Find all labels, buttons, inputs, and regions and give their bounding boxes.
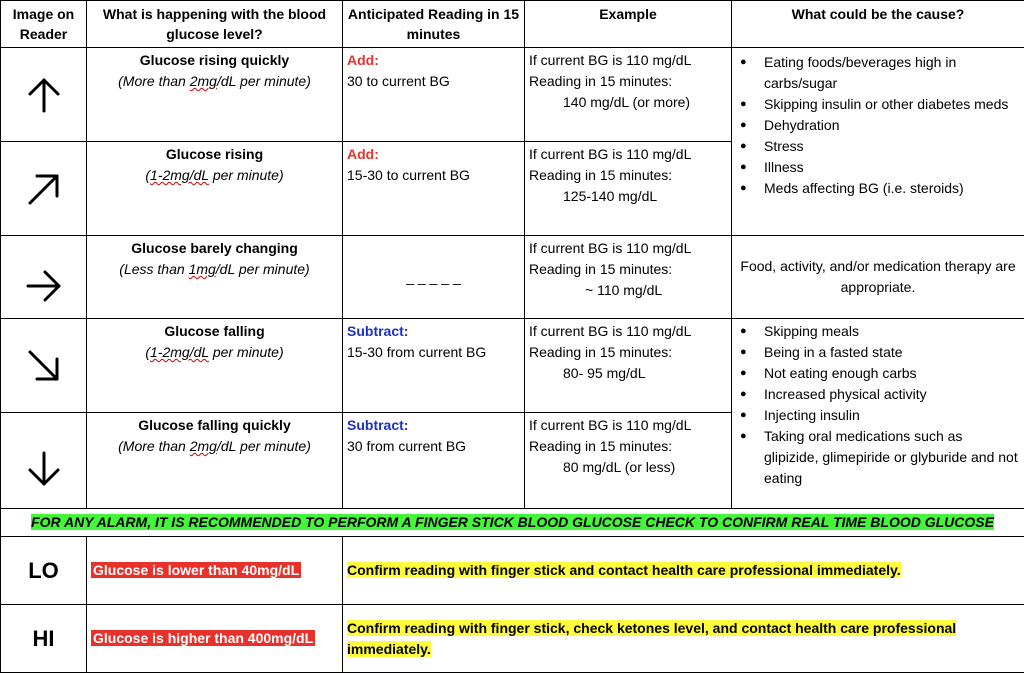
- cause-list: [736, 321, 1020, 489]
- list-item: ● Dehydration: [764, 115, 1020, 136]
- example-cell: If current BG is 110 mg/dL Reading in 15 minutes: ~ 110 mg/dL: [525, 236, 732, 319]
- list-item: ● Injecting insulin: [764, 405, 1020, 426]
- hi-action-cell: [343, 605, 1024, 673]
- cause-cell-falling: [732, 319, 1024, 509]
- status-cell: [87, 413, 343, 509]
- status-title: Glucose rising quickly: [91, 50, 338, 71]
- hi-status-cell: [87, 605, 343, 673]
- anticipated-cell: [343, 142, 525, 236]
- arrow-down-right-icon: [24, 346, 64, 386]
- arrow-cell: [1, 236, 87, 319]
- lo-status-cell: [87, 537, 343, 605]
- list-item: ● Stress: [764, 136, 1020, 157]
- example-cell: If current BG is 110 mg/dL Reading in 15 minutes: 80- 95 mg/dL: [525, 319, 732, 413]
- hi-status: Glucose is higher than 400mg/dL: [91, 630, 315, 646]
- arrow-cell: [1, 319, 87, 413]
- lo-row: [1, 537, 1024, 605]
- status-cell: [87, 48, 343, 142]
- status-cell: [87, 236, 343, 319]
- hi-action: Confirm reading with finger stick, check ketones level, and contact health care professional immediately.: [347, 620, 956, 657]
- hi-label: HI: [1, 605, 87, 673]
- alarm-banner-row: [1, 509, 1024, 537]
- anticipated-cell: [343, 236, 525, 319]
- header-example: Example: [525, 1, 732, 48]
- status-cell: [87, 319, 343, 413]
- lo-action: Confirm reading with finger stick and contact health care professional immediately.: [347, 562, 901, 578]
- list-item: ● Meds affecting BG (i.e. steroids): [764, 178, 1020, 199]
- list-item: ● Skipping insulin or other diabetes meds: [764, 94, 1020, 115]
- arrow-up-icon: [24, 75, 64, 115]
- action-text: 30 from current BG: [347, 438, 466, 454]
- header-row: [1, 1, 1024, 48]
- action-text: _ _ _ _ _: [406, 269, 461, 285]
- action-text: 15-30 to current BG: [347, 167, 470, 183]
- status-title: Glucose falling: [91, 321, 338, 342]
- header-image: Image on Reader: [1, 1, 87, 48]
- table-row: [1, 48, 1024, 142]
- action-label: Subtract:: [347, 321, 520, 342]
- list-item: ● Being in a fasted state: [764, 342, 1020, 363]
- header-happening: What is happening with the blood glucose level?: [87, 1, 343, 48]
- action-label: Subtract:: [347, 415, 520, 436]
- anticipated-cell: [343, 413, 525, 509]
- status-title: Glucose barely changing: [91, 238, 338, 259]
- arrow-cell: [1, 413, 87, 509]
- cause-cell-steady: [732, 236, 1024, 319]
- status-title: Glucose rising: [91, 144, 338, 165]
- arrow-up-right-icon: [24, 169, 64, 209]
- arrow-down-icon: [24, 449, 64, 489]
- arrow-right-icon: [24, 266, 64, 306]
- lo-action-cell: [343, 537, 1024, 605]
- cause-text: Food, activity, and/or medication therapy are appropriate.: [740, 258, 1015, 295]
- example-cell: If current BG is 110 mg/dL Reading in 15 minutes: 125-140 mg/dL: [525, 142, 732, 236]
- header-anticipated: Anticipated Reading in 15 minutes: [343, 1, 525, 48]
- cause-list: [736, 52, 1020, 199]
- status-rate: (1-2mg/dL per minute): [91, 165, 338, 186]
- list-item: ● Not eating enough carbs: [764, 363, 1020, 384]
- header-cause: What could be the cause?: [732, 1, 1024, 48]
- table-row: [1, 319, 1024, 413]
- list-item: ● Illness: [764, 157, 1020, 178]
- example-cell: If current BG is 110 mg/dL Reading in 15 minutes: 140 mg/dL (or more): [525, 48, 732, 142]
- lo-label: LO: [1, 537, 87, 605]
- action-text: 30 to current BG: [347, 73, 450, 89]
- list-item: ● Eating foods/beverages high in carbs/sugar: [764, 52, 1020, 94]
- list-item: ● Skipping meals: [764, 321, 1020, 342]
- alarm-banner-text: FOR ANY ALARM, IT IS RECOMMENDED TO PERFORM A FINGER STICK BLOOD GLUCOSE CHECK TO CONFIRM REAL TIME BLOOD GLUCOSE: [31, 514, 994, 530]
- hi-row: [1, 605, 1024, 673]
- status-rate: (Less than 1mg/dL per minute): [91, 259, 338, 280]
- status-rate: (More than 2mg/dL per minute): [91, 436, 338, 457]
- list-item: ● Taking oral medications such as glipizide, glimepiride or glyburide and not eating: [764, 426, 1020, 489]
- status-title: Glucose falling quickly: [91, 415, 338, 436]
- arrow-cell: [1, 142, 87, 236]
- status-cell: [87, 142, 343, 236]
- alarm-banner: [1, 509, 1024, 537]
- action-label: Add:: [347, 144, 520, 165]
- example-cell: If current BG is 110 mg/dL Reading in 15 minutes: 80 mg/dL (or less): [525, 413, 732, 509]
- action-text: 15-30 from current BG: [347, 344, 486, 360]
- arrow-cell: [1, 48, 87, 142]
- anticipated-cell: [343, 319, 525, 413]
- table-row: [1, 236, 1024, 319]
- list-item: ● Increased physical activity: [764, 384, 1020, 405]
- status-rate: (More than 2mg/dL per minute): [91, 71, 338, 92]
- action-label: Add:: [347, 50, 520, 71]
- cause-cell-rising: [732, 48, 1024, 236]
- lo-status: Glucose is lower than 40mg/dL: [91, 562, 301, 578]
- anticipated-cell: [343, 48, 525, 142]
- status-rate: (1-2mg/dL per minute): [91, 342, 338, 363]
